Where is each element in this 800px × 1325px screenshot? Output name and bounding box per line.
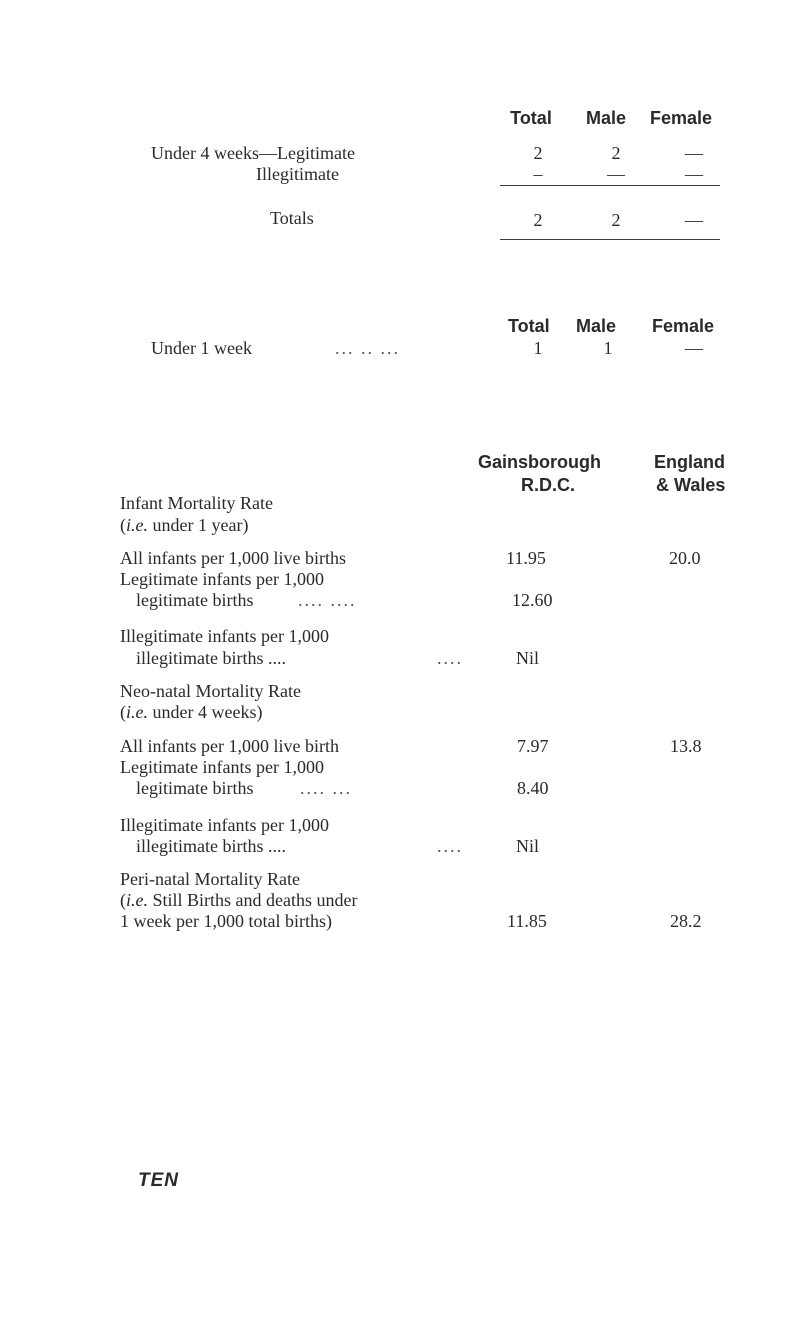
totals-male: 2: [611, 210, 621, 230]
infant-all-eng: 20.0: [669, 548, 701, 568]
neonatal-subtitle-ie: i.e.: [126, 702, 148, 722]
neonatal-title: Neo-natal Mortality Rate: [120, 681, 301, 701]
neonatal-illeg-line2: illegitimate births ....: [136, 836, 286, 856]
infant-subtitle: (i.e. under 1 year): [120, 515, 249, 535]
value-legit-male: 2: [611, 143, 621, 163]
leader-dots: ... .. ...: [335, 338, 400, 358]
value-illeg-total: –: [533, 164, 543, 184]
value-illeg-female: —: [685, 164, 703, 184]
perinatal-line1-rest: Still Births and deaths under: [148, 890, 358, 910]
infant-all-label: All infants per 1,000 live births: [120, 548, 346, 568]
infant-legit-line1: Legitimate infants per 1,000: [120, 569, 324, 589]
header-male: Male: [585, 108, 627, 128]
infant-legit-line2: legitimate births: [136, 590, 254, 610]
totals-rule-top: [500, 185, 720, 186]
totals-female: —: [685, 210, 703, 230]
perinatal-title: Peri-natal Mortality Rate: [120, 869, 300, 889]
page-label: TEN: [138, 1170, 179, 1191]
neonatal-legit-dots: .... ...: [300, 778, 352, 798]
header-female: Female: [650, 108, 713, 128]
infant-illeg-line1: Illegitimate infants per 1,000: [120, 626, 329, 646]
neonatal-legit-line2: legitimate births: [136, 778, 254, 798]
totals-rule-bottom: [500, 239, 720, 240]
col-england-line1: England: [654, 452, 725, 472]
value-week-male: 1: [603, 338, 613, 358]
value-legit-female: —: [685, 143, 703, 163]
infant-illeg-dots: ....: [437, 648, 463, 668]
value-illeg-male: —: [607, 164, 625, 184]
neonatal-all-label: All infants per 1,000 live birth: [120, 736, 339, 756]
neonatal-legit-gains: 8.40: [517, 778, 549, 798]
neonatal-subtitle-rest: under 4 weeks): [148, 702, 263, 722]
infant-subtitle-ie: i.e.: [126, 515, 148, 535]
totals-label: Totals: [270, 208, 314, 228]
row-label-legitimate: Under 4 weeks—Legitimate: [151, 143, 355, 163]
perinatal-line1-ie: i.e.: [126, 890, 148, 910]
row-label-under-1-week: Under 1 week: [151, 338, 252, 358]
header-total: Total: [510, 108, 552, 128]
perinatal-eng: 28.2: [670, 911, 702, 931]
value-week-total: 1: [533, 338, 543, 358]
totals-total: 2: [533, 210, 543, 230]
infant-subtitle-rest: under 1 year): [148, 515, 249, 535]
neonatal-all-eng: 13.8: [670, 736, 702, 756]
infant-title: Infant Mortality Rate: [120, 493, 273, 513]
col-england-line2: & Wales: [656, 475, 726, 495]
neonatal-all-gains: 7.97: [517, 736, 549, 756]
row-label-illegitimate: Illegitimate: [256, 164, 339, 184]
neonatal-subtitle: (i.e. under 4 weeks): [120, 702, 263, 722]
neonatal-legit-line1: Legitimate infants per 1,000: [120, 757, 324, 777]
infant-all-gains: 11.95: [506, 548, 546, 568]
infant-legit-dots: .... ....: [298, 590, 357, 610]
value-legit-total: 2: [533, 143, 543, 163]
col-gainsborough-line2: R.D.C.: [521, 475, 575, 495]
col-gainsborough-line1: Gainsborough: [478, 452, 601, 472]
infant-illeg-gains: Nil: [516, 648, 540, 668]
infant-illeg-line2: illegitimate births ....: [136, 648, 286, 668]
value-week-female: —: [685, 338, 703, 358]
header-female-2: Female: [652, 316, 715, 336]
neonatal-illeg-line1: Illegitimate infants per 1,000: [120, 815, 329, 835]
perinatal-gains: 11.85: [507, 911, 547, 931]
header-total-2: Total: [508, 316, 550, 336]
perinatal-line1: (i.e. Still Births and deaths under: [120, 890, 358, 910]
neonatal-illeg-dots: ....: [437, 836, 463, 856]
infant-legit-gains: 12.60: [512, 590, 553, 610]
perinatal-line2: 1 week per 1,000 total births): [120, 911, 332, 931]
header-male-2: Male: [576, 316, 617, 336]
neonatal-illeg-gains: Nil: [516, 836, 540, 856]
